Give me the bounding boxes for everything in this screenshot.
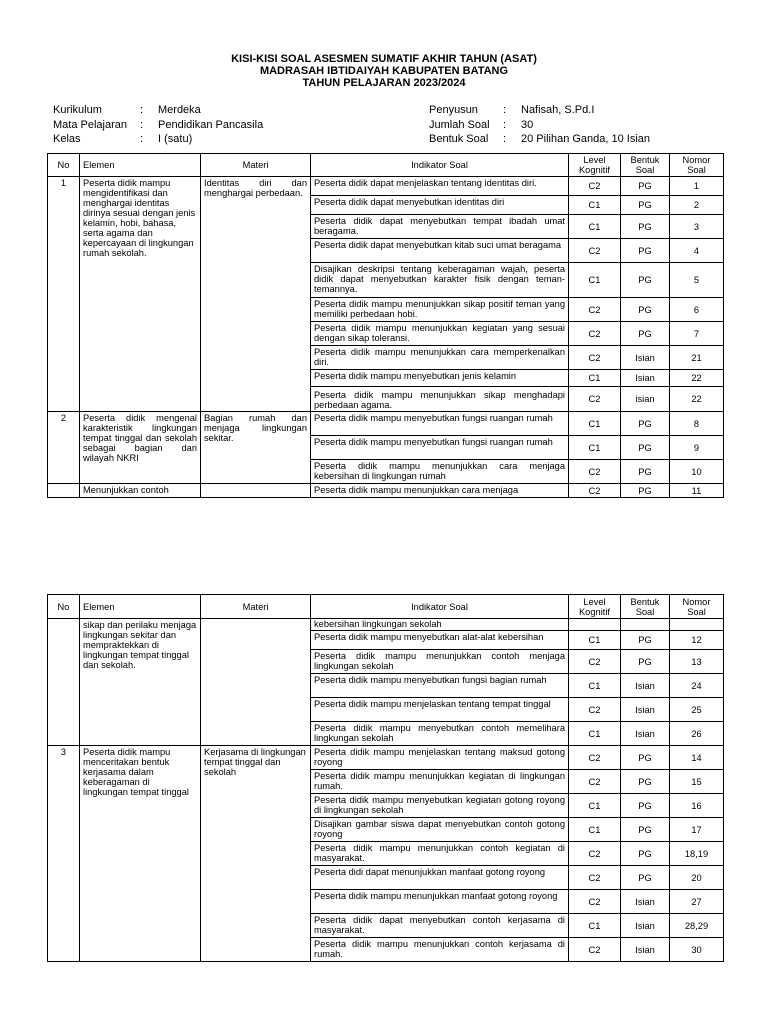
header-no: No [48,154,80,177]
level-cell: C1 [569,631,621,650]
table-row [48,412,724,436]
row-materi: Kerjasama di lingkungan tempat tinggal dan sekolah [201,746,311,962]
grid-table-page1 [47,153,724,498]
row-no: 1 [48,177,80,412]
header-indikator: Indikator Soal [311,595,569,619]
header-elemen: Elemen [80,595,201,619]
header-no: No [48,595,80,619]
bentuk-cell: PG [621,322,670,346]
level-cell: C1 [569,436,621,460]
level-cell: C2 [569,650,621,674]
meta-label: Bentuk Soal [429,133,489,145]
row-elemen: sikap dan perilaku menjaga lingkungan sekitar dan mempraktekkan di lingkungan tempat tinggal dan sekolah. [80,619,201,746]
nomor-cell: 27 [670,890,724,914]
meta-label: Mata Pelajaran [53,118,127,131]
bentuk-cell: PG [621,239,670,263]
bentuk-cell: PG [621,412,670,436]
indikator-cell: Peserta didik mampu menunjukkan contoh menjaga lingkungan sekolah [311,650,569,674]
nomor-cell [670,619,724,631]
row-elemen: Peserta didik mampu menceritakan bentuk kerjasama dalam keberagaman di lingkungan tempat tinggal [80,746,201,962]
meta-sep: : [503,133,507,145]
indikator-cell: Peserta didik mampu menunjukkan kegiatan yang sesuai dengan sikap toleransi. [311,322,569,346]
level-cell: C2 [569,842,621,866]
nomor-cell: 1 [670,177,724,196]
nomor-cell: 8 [670,412,724,436]
bentuk-cell: Isian [621,370,670,387]
indikator-cell: Peserta didik mampu menunjukkan manfaat gotong royong [311,890,569,914]
header-bentuk: Bentuk Soal [621,595,670,619]
bentuk-cell [621,619,670,631]
nomor-cell: 11 [670,484,724,498]
indikator-cell: Peserta didik dapat menyebutkan identitas diri [311,196,569,215]
bentuk-cell: Isian [621,914,670,938]
nomor-cell: 18,19 [670,842,724,866]
bentuk-cell: PG [621,215,670,239]
indikator-cell: Peserta didik mampu menjelaskan tentang maksud gotong royong [311,746,569,770]
level-cell: C2 [569,298,621,322]
nomor-cell: 6 [670,298,724,322]
level-cell: C1 [569,794,621,818]
level-cell: C2 [569,322,621,346]
indikator-cell: Peserta didik mampu menyebutkan contoh memelihara lingkungan sekolah [311,722,569,746]
row-elemen: Peserta didik mampu mengidentifikasi dan menghargai identitas dirinya sesuai dengan jenis kelamin, hobi, bahasa, serta agama dan kepercayaan di lingkungan rumah sekolah. [80,177,201,412]
bentuk-cell: PG [621,298,670,322]
bentuk-cell: PG [621,818,670,842]
header-nomor: Nomor Soal [670,595,724,619]
indikator-cell: Peserta didik dapat menyebutkan kitab suci umat beragama [311,239,569,263]
indikator-cell: Peserta didik mampu menunjukkan cara menjaga [311,484,569,498]
level-cell: C2 [569,387,621,412]
nomor-cell: 22 [670,387,724,412]
level-cell: C2 [569,746,621,770]
meta-label: Kelas [53,133,81,145]
meta-label: Penyusun [429,104,478,116]
row-no: 2 [48,412,80,484]
grid-table-page2 [47,594,724,962]
bentuk-cell: PG [621,177,670,196]
level-cell: C1 [569,215,621,239]
indikator-cell: Peserta didik mampu menyebutkan fungsi ruangan rumah [311,412,569,436]
indikator-cell: Peserta didik mampu menunjukkan sikap positif teman yang memiliki perbedaan hobi. [311,298,569,322]
meta-sep: : [140,118,144,131]
meta-left [51,102,265,148]
level-cell: C1 [569,370,621,387]
level-cell: C1 [569,818,621,842]
meta-label: Kurikulum [53,104,102,116]
indikator-cell: Peserta didik mampu menunjukkan sikap menghadapi perbedaan agama. [311,387,569,412]
nomor-cell: 4 [670,239,724,263]
nomor-cell: 30 [670,938,724,962]
indikator-cell: Peserta didik dapat menyebutkan contoh kerjasama di masyarakat. [311,914,569,938]
row-no [48,484,80,498]
nomor-cell: 12 [670,631,724,650]
nomor-cell: 9 [670,436,724,460]
indikator-cell: Peserta didik mampu menyebutkan jenis kelamin [311,370,569,387]
indikator-cell: Peserta didik mampu menunjukkan contoh kerjasama di rumah. [311,938,569,962]
bentuk-cell: PG [621,436,670,460]
level-cell [569,619,621,631]
nomor-cell: 15 [670,770,724,794]
level-cell: C2 [569,346,621,370]
indikator-cell: Disajikan deskripsi tentang keberagaman wajah, peserta didik dapat menyebutkan karakter fisik dengan teman-temannya. [311,263,569,298]
indikator-cell: Peserta didik mampu menyebutkan kegiatan gotong royong di lingkungan sekolah [311,794,569,818]
level-cell: C2 [569,698,621,722]
indikator-cell: Peserta didik mampu menunjukkan contoh kegiatan di masyarakat. [311,842,569,866]
row-no [48,619,80,746]
meta-value: I (satu) [158,133,193,145]
table-row [48,177,724,196]
row-materi [201,484,311,498]
nomor-cell: 5 [670,263,724,298]
row-elemen: Menunjukkan contoh [80,484,201,498]
row-elemen: Peserta didik mengenal karakteristik lingkungan tempat tinggal dan sekolah sebagai bagian dari wilayah NKRI [80,412,201,484]
meta-value: Nafisah, S.Pd.I [521,104,595,116]
nomor-cell: 7 [670,322,724,346]
nomor-cell: 16 [670,794,724,818]
meta-value: Pendidikan Pancasila [158,118,264,131]
indikator-cell: Peserta didik mampu menunjukkan cara menjaga kebersihan di lingkungan rumah [311,460,569,484]
meta-sep: : [140,104,144,116]
bentuk-cell: PG [621,631,670,650]
row-materi: Bagian rumah dan menjaga lingkungan sekitar. [201,412,311,484]
nomor-cell: 17 [670,818,724,842]
bentuk-cell: PG [621,196,670,215]
bentuk-cell: PG [621,794,670,818]
nomor-cell: 26 [670,722,724,746]
bentuk-cell: Isian [621,346,670,370]
bentuk-cell: Isian [621,938,670,962]
nomor-cell: 28,29 [670,914,724,938]
level-cell: C1 [569,412,621,436]
header-indikator: Indikator Soal [311,154,569,177]
level-cell: C2 [569,890,621,914]
level-cell: C2 [569,770,621,794]
row-materi: Identitas diri dan menghargai perbedaan. [201,177,311,412]
indikator-cell: Peserta didik mampu menunjukkan kegiatan di lingkungan rumah. [311,770,569,794]
bentuk-cell: PG [621,842,670,866]
header-level: Level Kognitif [569,154,621,177]
level-cell: C2 [569,484,621,498]
bentuk-cell: Isian [621,722,670,746]
level-cell: C2 [569,177,621,196]
bentuk-cell: PG [621,770,670,794]
table-header-row [48,595,724,619]
indikator-cell: Peserta didik mampu menyebutkan alat-alat kebersihan [311,631,569,650]
table-header-row [48,154,724,177]
meta-sep: : [140,133,144,145]
bentuk-cell: PG [621,460,670,484]
nomor-cell: 13 [670,650,724,674]
header-materi: Materi [201,154,311,177]
level-cell: C2 [569,938,621,962]
level-cell: C2 [569,460,621,484]
meta-value: Merdeka [158,104,201,116]
doc-subtitle-school: MADRASAH IBTIDAIYAH KABUPATEN BATANG [259,65,509,77]
table-row [48,484,724,498]
header-materi: Materi [201,595,311,619]
indikator-cell: Peserta didi dapat menunjukkan manfaat gotong royong [311,866,569,890]
header-nomor: Nomor Soal [670,154,724,177]
header-bentuk: Bentuk Soal [621,154,670,177]
header-level: Level Kognitif [569,595,621,619]
bentuk-cell: PG [621,263,670,298]
bentuk-cell: Isian [621,698,670,722]
bentuk-cell: isian [621,387,670,412]
indikator-cell: Peserta didik mampu menunjukkan cara memperkenalkan diri. [311,346,569,370]
meta-sep: : [503,104,507,116]
nomor-cell: 2 [670,196,724,215]
nomor-cell: 22 [670,370,724,387]
level-cell: C2 [569,239,621,263]
indikator-cell: Peserta didik mampu menyebutkan fungsi ruangan rumah [311,436,569,460]
nomor-cell: 24 [670,674,724,698]
level-cell: C2 [569,866,621,890]
doc-subtitle-year: TAHUN PELAJARAN 2023/2024 [302,77,466,89]
bentuk-cell: PG [621,866,670,890]
nomor-cell: 3 [670,215,724,239]
bentuk-cell: PG [621,746,670,770]
meta-value: 20 Pilihan Ganda, 10 Isian [521,133,651,145]
meta-value: 30 [521,118,534,131]
table-row [48,619,724,631]
bentuk-cell: PG [621,650,670,674]
nomor-cell: 14 [670,746,724,770]
row-materi [201,619,311,746]
bentuk-cell: PG [621,484,670,498]
indikator-cell: kebersihan lingkungan sekolah [311,619,569,631]
level-cell: C1 [569,196,621,215]
nomor-cell: 21 [670,346,724,370]
doc-title: KISI-KISI SOAL ASESMEN SUMATIF AKHIR TAHUN (ASAT) [231,53,537,65]
indikator-cell: Peserta didik dapat menyebutkan tempat ibadah umat beragama. [311,215,569,239]
nomor-cell: 10 [670,460,724,484]
meta-sep: : [503,118,507,131]
indikator-cell: Peserta didik mampu menyebutkan fungsi bagian rumah [311,674,569,698]
header-elemen: Elemen [80,154,201,177]
meta-right [427,102,652,148]
level-cell: C1 [569,674,621,698]
indikator-cell: Peserta didik dapat menjelaskan tentang identitas diri. [311,177,569,196]
level-cell: C1 [569,914,621,938]
indikator-cell: Disajikan gambar siswa dapat menyebutkan contoh gotong royong [311,818,569,842]
level-cell: C1 [569,263,621,298]
nomor-cell: 20 [670,866,724,890]
row-no: 3 [48,746,80,962]
table-row [48,746,724,770]
indikator-cell: Peserta didik mampu menjelaskan tentang tempat tinggal [311,698,569,722]
bentuk-cell: Isian [621,674,670,698]
meta-label: Jumlah Soal [429,118,490,131]
level-cell: C1 [569,722,621,746]
bentuk-cell: Isian [621,890,670,914]
nomor-cell: 25 [670,698,724,722]
